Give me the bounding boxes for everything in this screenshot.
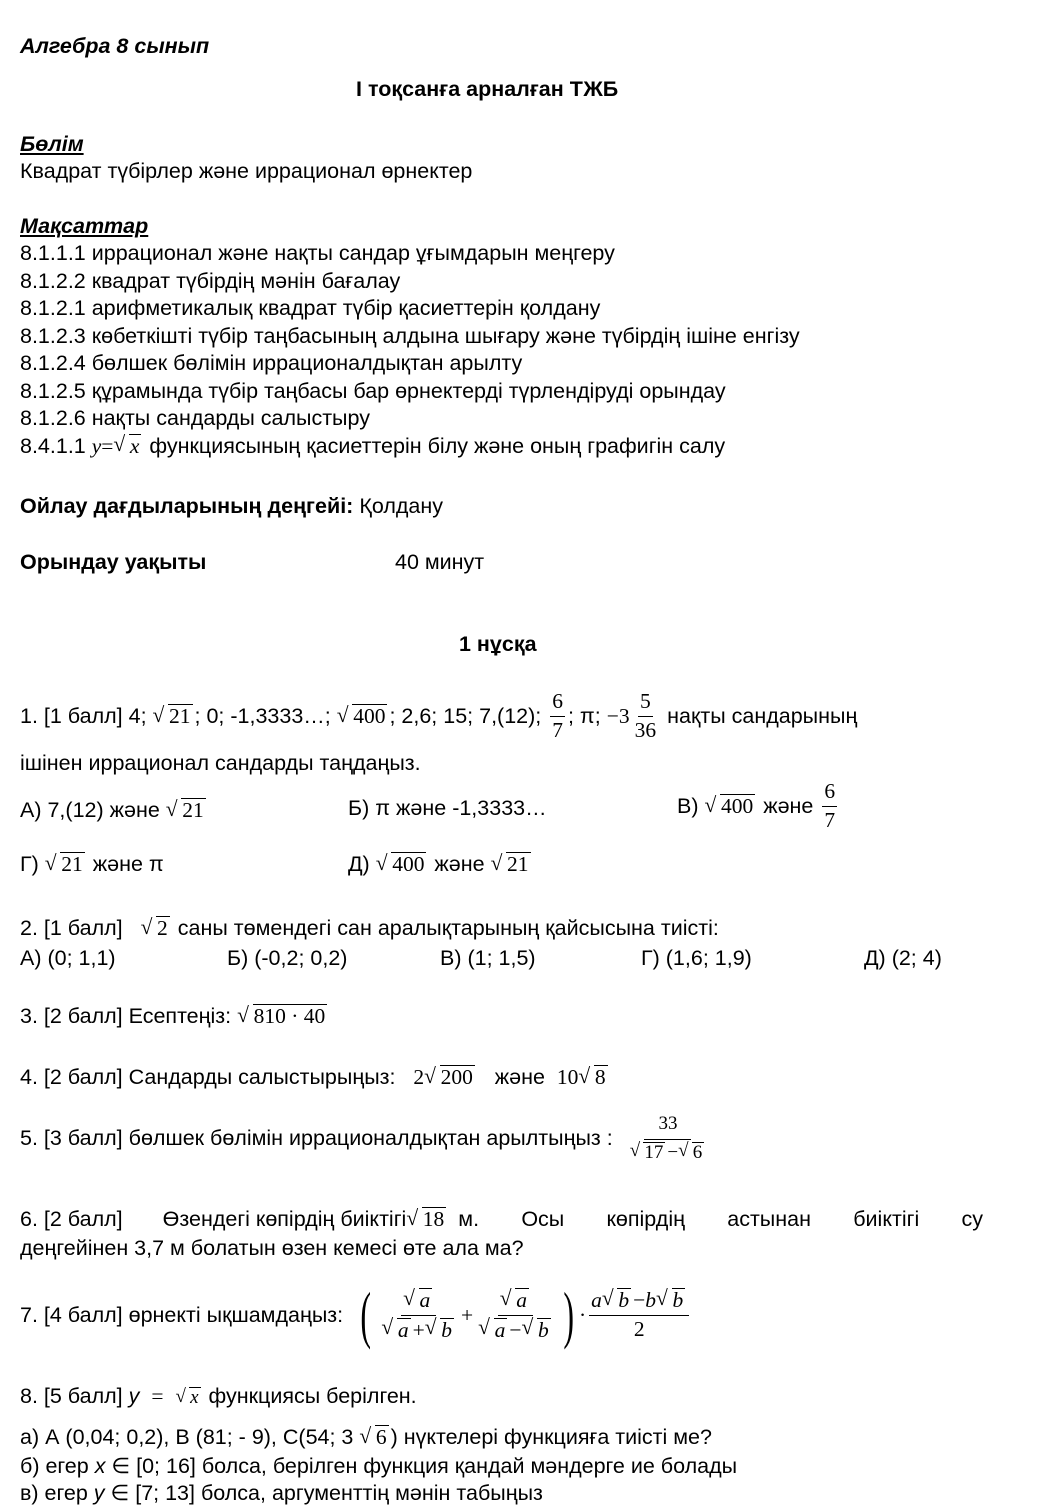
objective-item: 8.1.1.1 иррационал және нақты сандар ұғымдарын меңгеру <box>20 241 615 265</box>
subject-title: Алгебра 8 сынып <box>20 34 210 58</box>
operator: + <box>460 1302 474 1327</box>
sqrt-symbol <box>704 794 755 819</box>
q5-prefix: 5. [3 балл] бөлшек бөлімін иррационалдықтан арылтыңыз : <box>20 1126 613 1151</box>
radicand: 8 <box>594 1065 606 1089</box>
sqrt-symbol <box>45 852 85 877</box>
radicand: b <box>441 1317 452 1342</box>
q1-option-a[interactable] <box>20 798 208 823</box>
q8-text: функциясы берілген. <box>208 1384 417 1408</box>
numerator: 5 <box>638 690 653 717</box>
q1-text: ; 0; -1,3333…; <box>194 703 331 728</box>
sqrt-symbol <box>656 1288 685 1313</box>
sqrt-symbol <box>237 1004 327 1029</box>
sqrt-symbol <box>337 704 388 729</box>
sqrt-symbol <box>359 1425 388 1450</box>
operator: = <box>151 1384 164 1408</box>
formula-y: y <box>91 433 102 458</box>
q6-line2: деңгейінен 3,7 м болатын өзен кемесі өте ала ма? <box>20 1236 524 1260</box>
numerator: 6 <box>550 690 565 717</box>
option-text: В) <box>677 793 699 818</box>
variable: b <box>645 1288 657 1313</box>
option-text: Г) <box>20 852 39 876</box>
q2-option-a[interactable]: А) (0; 1,1) <box>20 946 116 970</box>
denominator <box>628 1140 709 1164</box>
q8-prefix: 8. [5 балл] <box>20 1384 123 1408</box>
radicand: 21 <box>169 703 191 728</box>
objectives-list <box>20 240 800 460</box>
fraction <box>628 1114 709 1164</box>
radicand: 200 <box>440 1065 473 1089</box>
q1-option-d[interactable] <box>20 852 164 877</box>
denominator: 2 <box>633 1317 645 1341</box>
numerator <box>401 1288 436 1316</box>
question-2 <box>20 916 719 941</box>
q6-text: м. Осы көпірдің астынан биіктігі су <box>458 1207 983 1231</box>
objective-item: 8.1.2.6 нақты сандарды салыстыру <box>20 406 370 430</box>
question-5 <box>20 1114 711 1164</box>
formula-eq: = <box>101 433 114 458</box>
q3-prefix: 3. [2 балл] Есептеңіз: <box>20 1004 232 1028</box>
formula-radicand: x <box>129 433 140 458</box>
q2-option-e[interactable]: Д) (2; 4) <box>864 946 942 970</box>
radicand: a <box>494 1317 506 1342</box>
numerator: 33 <box>644 1114 691 1140</box>
q1-option-b[interactable]: Б) π және -1,3333… <box>348 796 547 820</box>
operator: − <box>633 1288 646 1313</box>
radicand: b <box>537 1317 549 1342</box>
q2-option-c[interactable]: В) (1; 1,5) <box>440 946 536 970</box>
option-text: және <box>434 852 485 876</box>
radicand: 18 <box>422 1207 445 1231</box>
variant-title: 1 нұсқа <box>459 632 537 656</box>
sqrt-symbol <box>630 1142 666 1164</box>
sqrt-symbol <box>478 1318 507 1343</box>
sqrt-symbol <box>381 1318 410 1343</box>
denominator <box>379 1316 458 1343</box>
q6-prefix: 6. [2 балл] <box>20 1207 123 1231</box>
question-3 <box>20 1004 329 1029</box>
sqrt-symbol <box>425 1318 454 1343</box>
q4-prefix: 4. [2 балл] Сандарды салыстырыңыз: <box>20 1065 396 1089</box>
q1-text: нақты сандарының <box>667 703 858 728</box>
thinking-level <box>20 494 443 519</box>
operator: − <box>667 1141 679 1163</box>
sqrt-symbol <box>406 1207 446 1232</box>
radicand: 6 <box>692 1141 703 1163</box>
q2-text: саны төмендегі сан аралықтарының қайсысына тиісті: <box>177 916 719 940</box>
denominator: 36 <box>634 717 657 742</box>
q1-option-c[interactable] <box>677 780 840 832</box>
radicand: 21 <box>507 852 529 876</box>
denominator: 7 <box>552 717 563 742</box>
right-paren: ) <box>563 1279 574 1350</box>
sqrt-symbol <box>521 1318 550 1343</box>
sqrt-symbol <box>153 704 193 729</box>
radicand: a <box>516 1287 527 1312</box>
q8-part-c <box>20 1481 543 1506</box>
question-6 <box>20 1207 983 1232</box>
fraction <box>550 690 565 742</box>
radicand: 6 <box>375 1425 387 1449</box>
operator: · <box>579 1302 587 1327</box>
radicand: x <box>190 1387 199 1408</box>
objective-item: 8.1.2.2 квадрат түбірдің мәнін бағалау <box>20 268 401 293</box>
sqrt-symbol <box>424 1065 475 1090</box>
q8-text: ) нүктелері функцияға тиісті ме? <box>390 1425 712 1449</box>
objectives-label: Мақсаттар <box>20 214 149 238</box>
fraction <box>379 1288 458 1342</box>
question-4 <box>20 1065 610 1090</box>
objective-code: 8.4.1.1 <box>20 433 86 458</box>
numerator <box>589 1288 689 1316</box>
fraction <box>476 1288 555 1342</box>
section-label: Бөлім <box>20 132 84 156</box>
sqrt-symbol <box>113 433 141 461</box>
q8-part-a <box>20 1425 712 1450</box>
radicand: b <box>618 1288 630 1313</box>
numerator: 6 <box>822 780 837 807</box>
denominator: 7 <box>824 807 836 832</box>
radicand: 21 <box>61 852 83 876</box>
q6-text: Өзендегі көпірдің биіктігі <box>162 1207 407 1231</box>
thinking-level-value: Қолдану <box>359 494 443 518</box>
radicand: b <box>672 1288 684 1313</box>
objective-item: 8.1.2.4 бөлшек бөлімін иррационалдықтан арылту <box>20 351 523 375</box>
operator: + <box>412 1317 425 1342</box>
sqrt-symbol <box>500 1288 529 1313</box>
radicand: a <box>419 1287 431 1312</box>
radicand: 400 <box>353 703 386 728</box>
sqrt-symbol <box>376 852 427 877</box>
objective-item <box>20 433 800 461</box>
q8-text: ∈ [7; 13] болса, аргументтің мәнін табыңыз <box>110 1481 543 1505</box>
radicand: 21 <box>182 798 204 822</box>
operator: − <box>509 1317 522 1342</box>
q8-text: а) А (0,04; 0,2), В (81; - 9), С(54; 3 <box>20 1425 354 1449</box>
q4-text: және <box>494 1065 545 1089</box>
sqrt-symbol <box>578 1065 607 1090</box>
option-text: А) 7,(12) және <box>20 798 160 822</box>
q1-text: ; π; <box>567 703 601 728</box>
q1-text: ; 2,6; 15; 7,(12); <box>389 703 542 728</box>
q8-text: ∈ [0; 16] болса, берілген функция қандай мәндерге ие болады <box>111 1454 738 1478</box>
numerator <box>498 1288 533 1316</box>
coefficient: 2 <box>413 1065 425 1089</box>
duration-label: Орындау уақыты <box>20 550 207 574</box>
coefficient: 10 <box>556 1065 579 1089</box>
sqrt-symbol <box>403 1288 432 1313</box>
question-7 <box>20 1279 692 1350</box>
fraction <box>589 1288 689 1341</box>
q8-text: б) егер <box>20 1454 89 1478</box>
radicand: a <box>397 1317 409 1342</box>
option-text: және π <box>92 852 164 876</box>
objective-item: 8.1.2.5 құрамында түбір таңбасы бар өрнектерді түрлендіруді орындау <box>20 378 726 403</box>
sqrt-symbol <box>491 852 531 877</box>
section-value: Квадрат түбірлер және иррационал өрнектер <box>20 159 473 183</box>
option-text: және <box>763 793 814 818</box>
q7-prefix: 7. [4 балл] өрнекті ықшамдаңыз: <box>20 1302 344 1327</box>
sqrt-symbol <box>166 798 206 823</box>
variable: x <box>94 1454 106 1478</box>
sqrt-symbol <box>175 1387 200 1409</box>
q2-prefix: 2. [1 балл] <box>20 916 123 940</box>
option-text: Д) <box>348 852 370 876</box>
thinking-level-label: Ойлау дағдыларының деңгейі: <box>20 494 354 518</box>
document-title: І тоқсанға арналған ТЖБ <box>356 77 619 101</box>
q8-text: в) егер <box>20 1481 88 1505</box>
question-1 <box>20 690 857 742</box>
q8-part-b <box>20 1454 737 1479</box>
radicand: 810 · 40 <box>253 1004 326 1028</box>
sqrt-symbol <box>678 1142 704 1164</box>
q1-line2: ішінен иррационал сандарды таңдаңыз. <box>20 751 421 775</box>
duration-value: 40 минут <box>395 550 485 574</box>
radicand: 400 <box>720 793 754 818</box>
variable: y <box>128 1384 140 1408</box>
objective-item: 8.1.2.3 көбеткішті түбір таңбасының алдына шығару және түбірдің ішіне енгізу <box>20 323 800 348</box>
q2-option-b[interactable]: Б) (-0,2; 0,2) <box>227 946 348 970</box>
variable: a <box>591 1288 602 1313</box>
radicand: 400 <box>392 852 425 876</box>
fraction <box>822 780 837 832</box>
question-8 <box>20 1384 417 1409</box>
sqrt-symbol <box>141 916 170 941</box>
variable: y <box>93 1481 105 1505</box>
left-paren: ( <box>360 1279 372 1350</box>
q1-option-e[interactable] <box>348 852 533 877</box>
sqrt-symbol <box>602 1288 631 1313</box>
denominator <box>476 1316 555 1343</box>
radicand: 2 <box>157 916 168 940</box>
objective-text: функциясының қасиеттерін білу және оның графигін салу <box>149 433 726 458</box>
objective-item: 8.1.2.1 арифметикалық квадрат түбір қасиеттерін қолдану <box>20 296 601 320</box>
fraction <box>633 690 659 742</box>
q2-option-d[interactable]: Г) (1,6; 1,9) <box>641 946 752 970</box>
radicand: 17 <box>644 1141 664 1163</box>
q1-prefix: 1. [1 балл] 4; <box>20 703 147 728</box>
mixed-whole: −3 <box>606 703 630 728</box>
